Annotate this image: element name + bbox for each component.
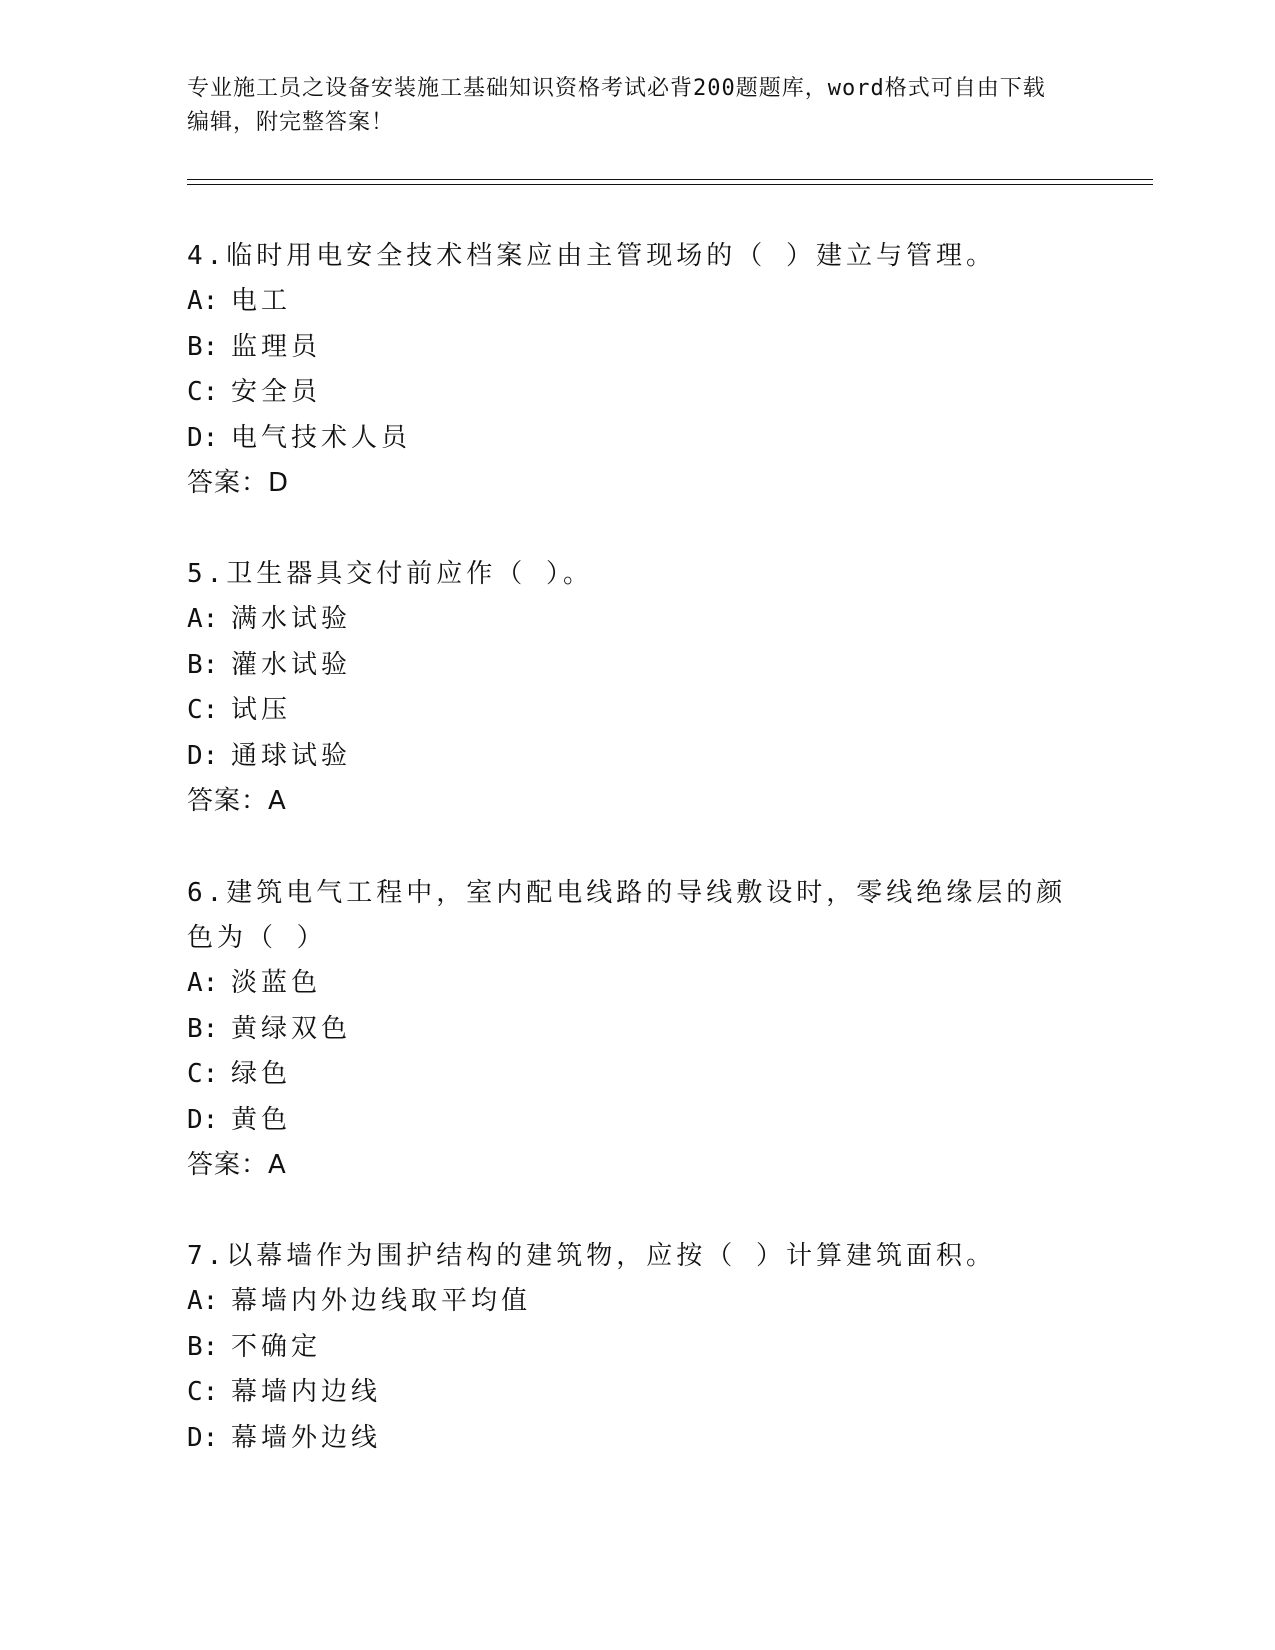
option-a (187, 961, 1087, 1007)
option-text: 通球试验 (231, 740, 352, 771)
option-a (187, 597, 1087, 643)
option-text: 安全员 (231, 377, 322, 407)
option-letter: B: (187, 649, 219, 680)
option-letter: D: (187, 1104, 219, 1135)
option-letter: C: (187, 377, 219, 407)
answer-line: 答案：A (187, 786, 287, 816)
option-letter: B: (187, 1013, 219, 1044)
option-d (187, 416, 1087, 462)
option-d (187, 1416, 1087, 1462)
option-b (187, 1007, 1087, 1053)
document-header-title: 专业施工员之设备安装施工基础知识资格考试必背200题题库，word格式可自由下载编辑，附完整答案！ (187, 76, 1046, 135)
question-block (187, 1234, 1087, 1461)
question-text: 4.临时用电安全技术档案应由主管现场的（ ）建立与管理。 (187, 241, 996, 271)
option-letter: A: (187, 1286, 219, 1316)
option-text: 黄绿双色 (231, 1013, 352, 1044)
option-letter: C: (187, 695, 219, 725)
option-text: 灌水试验 (231, 649, 352, 680)
option-c (187, 1052, 1087, 1098)
option-c (187, 688, 1087, 734)
option-d (187, 1098, 1087, 1144)
question-text: 6.建筑电气工程中，室内配电线路的导线敷设时，零线绝缘层的颜色为（ ） (187, 878, 1067, 953)
option-b (187, 325, 1087, 371)
question-block (187, 552, 1087, 825)
header-divider-top (187, 179, 1153, 180)
header-divider-bottom (187, 184, 1153, 185)
option-letter: A: (187, 286, 219, 316)
option-text: 不确定 (231, 1331, 322, 1362)
question-block (187, 871, 1087, 1189)
option-a (187, 1279, 1087, 1325)
option-c (187, 1370, 1087, 1416)
option-letter: B: (187, 1331, 219, 1362)
option-b (187, 643, 1087, 689)
option-d (187, 734, 1087, 780)
option-text: 黄色 (231, 1104, 292, 1135)
answer-line: 答案：D (187, 468, 290, 498)
option-text: 试压 (231, 695, 292, 725)
option-text: 电气技术人员 (231, 422, 412, 453)
option-text: 电工 (231, 286, 292, 316)
option-letter: C: (187, 1377, 219, 1407)
option-b (187, 1325, 1087, 1371)
option-letter: D: (187, 1422, 219, 1453)
option-letter: A: (187, 968, 219, 998)
option-text: 监理员 (231, 331, 322, 362)
option-c (187, 370, 1087, 416)
option-text: 幕墙内边线 (231, 1377, 382, 1407)
option-text: 满水试验 (231, 604, 352, 634)
option-a (187, 279, 1087, 325)
option-text: 淡蓝色 (231, 968, 322, 998)
option-text: 幕墙内外边线取平均值 (231, 1286, 532, 1316)
question-text: 7.以幕墙作为围护结构的建筑物，应按（ ）计算建筑面积。 (187, 1241, 996, 1271)
option-text: 绿色 (231, 1059, 292, 1089)
question-text: 5.卫生器具交付前应作（ ）。 (187, 559, 593, 589)
option-letter: A: (187, 604, 219, 634)
option-letter: D: (187, 422, 219, 453)
answer-line: 答案：A (187, 1150, 287, 1180)
option-text: 幕墙外边线 (231, 1422, 382, 1453)
question-block (187, 234, 1087, 507)
option-letter: B: (187, 331, 219, 362)
option-letter: D: (187, 740, 219, 771)
option-letter: C: (187, 1059, 219, 1089)
